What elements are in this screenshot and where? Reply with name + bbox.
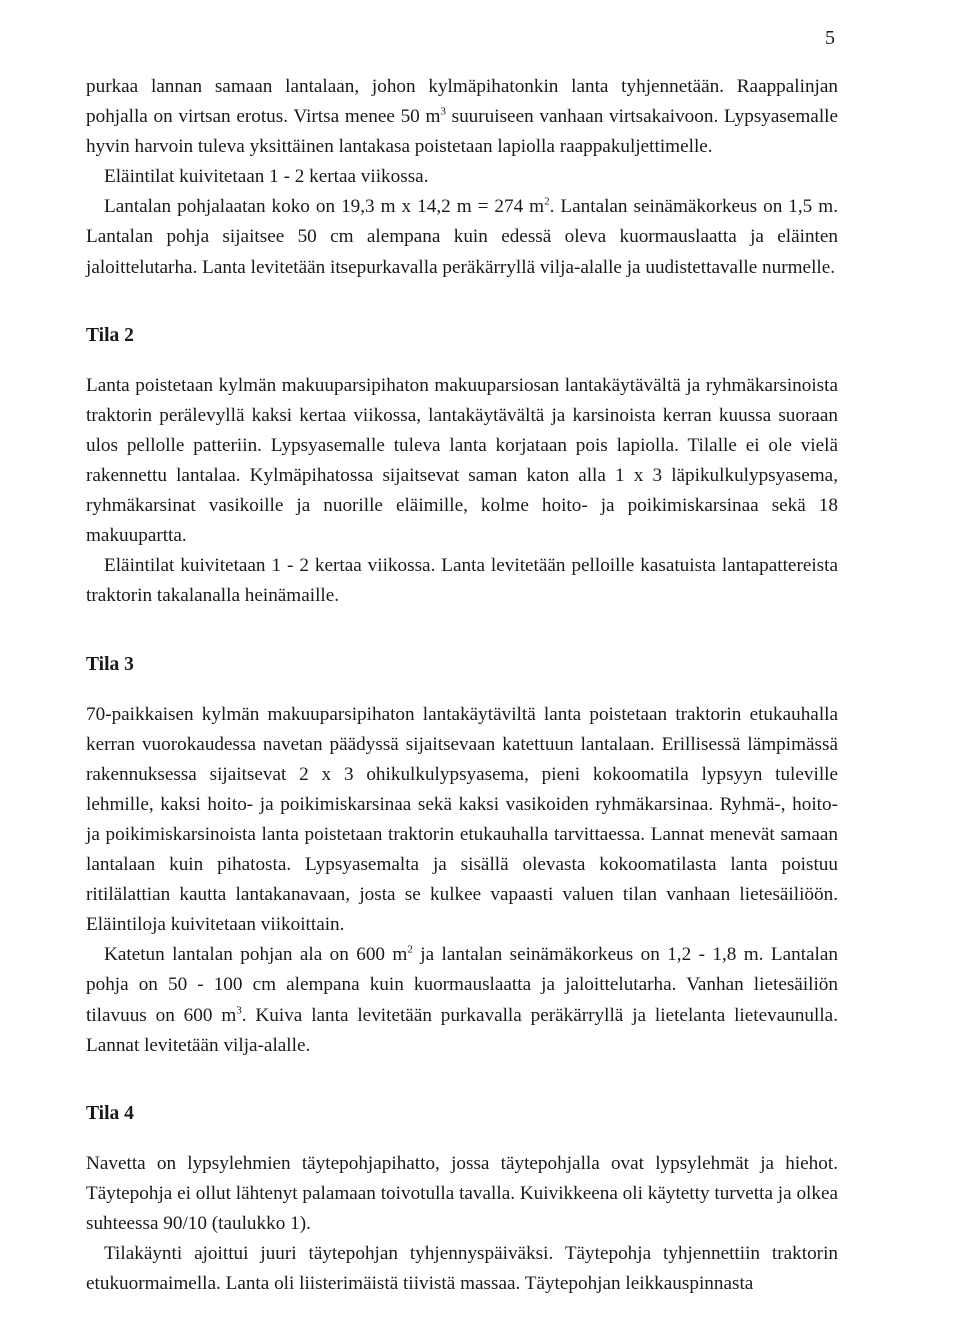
page-content xyxy=(86,72,838,1299)
intro-section xyxy=(86,72,838,283)
intro-paragraph-2: Eläintilat kuivitetaan 1 - 2 kertaa viikossa. xyxy=(104,166,429,188)
tila-4-section xyxy=(86,1099,838,1300)
tila-2-paragraph-1: Lanta poistetaan kylmän makuuparsipihaton makuuparsiosan lantakäytävältä ja ryhmäkarsinoista traktorin perälevyllä kaksi kertaa viikossa, lantakäytävältä ja karsinoista kerran kuussa suoraan ulos pellolle patteriin. Lypsyasemalle tuleva lanta korjataan pois lapiolla. Tilalle ei ole vielä rakennettu lantalaa. Kylmäpihatossa sijaitsevat saman katon alla 1 x 3 läpikulkulypsyasema, ryhmäkarsinat vasikoille ja nuorille eläimille, kolme hoito- ja poikimiskarsinaa sekä 18 makuupartta. xyxy=(86,374,838,547)
tila-4-heading: Tila 4 xyxy=(86,1102,134,1124)
page-number: 5 xyxy=(825,27,835,49)
tila-3-paragraph-2 xyxy=(86,940,838,1060)
intro-p3-text: Lantalan pohjalaatan koko on 19,3 m x 14,2 m = 274 m xyxy=(104,196,545,218)
intro-paragraph-3 xyxy=(86,192,838,282)
intro-p3-rest: . Lantalan seinämäkorkeus on 1,5 m. Lantalan pohja sijaitsee 50 cm alempana kuin edessä oleva kuormauslaatta ja eläinten jaloittelutarha. Lanta levitetään itsepurkavalla peräkärryllä vilja-alalle ja uudistettavalle nurmelle. xyxy=(86,196,838,278)
intro-p1-text: purkaa lannan samaan lantalaan, johon kylmäpihatonkin lanta tyhjennetään. Raappalinjan pohjalla on virtsan erotus. Virtsa menee 50 m xyxy=(86,76,838,128)
tila-3-heading: Tila 3 xyxy=(86,653,134,675)
tila-3-p2-text: Katetun lantalan pohjan ala on 600 m xyxy=(104,944,408,966)
tila-2-section xyxy=(86,321,838,612)
intro-paragraph-1 xyxy=(86,72,838,162)
tila-3-p2-rest: . Kuiva lanta levitetään purkavalla peräkärryllä ja lietelanta lietevaunulla. Lannat levitetään vilja-alalle. xyxy=(86,1004,838,1056)
superscript-square: 2 xyxy=(544,195,550,208)
tila-2-heading: Tila 2 xyxy=(86,324,134,346)
tila-3-section xyxy=(86,650,838,1061)
tila-4-paragraph-1: Navetta on lypsylehmien täytepohjapihatto, jossa täytepohjalla ovat lypsylehmät ja hiehot. Täytepohja ei ollut lähtenyt palamaan toivotulla tavalla. Kuivikkeena oli käytetty turvetta ja olkea suhteessa 90/10 (taulukko 1). xyxy=(86,1152,838,1234)
superscript-cubic-2: 3 xyxy=(236,1004,242,1017)
intro-p1-rest: suuruiseen vanhaan virtsakaivoon. Lypsyasemalle hyvin harvoin tuleva yksittäinen lantakasa poistetaan lapiolla raappakuljettimelle. xyxy=(86,106,838,158)
tila-3-paragraph-1: 70-paikkaisen kylmän makuuparsipihaton lantakäytäviltä lanta poistetaan traktorin etukauhalla kerran vuorokaudessa navetan päädyssä sijaitsevaan katettuun lantalaan. Erillisessä lämpimässä rakennuksessa sijaitsevat 2 x 3 ohikulkulypsyasema, pieni kokoomatila lypsyyn tuleville lehmille, kaksi hoito- ja poikimiskarsinaa sekä kaksi vasikoiden ryhmäkarsinaa. Ryhmä-, hoito- ja poikimiskarsinoista lanta poistetaan traktorin etukauhalla tarvittaessa. Lannat menevät samaan lantalaan kuin pihatosta. Lypsyasemalta ja sisällä olevasta kokoomatilasta lanta poistuu ritilälattian kautta lantakanavaan, josta se kulkee vapaasti valuen tilan vanhaan lietesäiliöön. Eläintiloja kuivitetaan viikoittain. xyxy=(86,703,838,936)
superscript-cubic: 3 xyxy=(440,105,446,118)
tila-3-p2-mid: ja lantalan seinämäkorkeus on 1,2 - 1,8 m. Lantalan pohja on 50 - 100 cm alempana kuin kuormauslaatta ja jaloittelutarha. Vanhan lietesäiliön tilavuus on 600 m xyxy=(86,944,839,1026)
tila-2-paragraph-2: Eläintilat kuivitetaan 1 - 2 kertaa viikossa. Lanta levitetään pelloille kasatuista lantapattereista traktorin takalanalla heinämaille. xyxy=(86,555,838,607)
tila-4-paragraph-2: Tilakäynti ajoittui juuri täytepohjan tyhjennyspäiväksi. Täytepohja tyhjennettiin traktorin etukuormaimella. Lanta oli liisterimäistä tiivistä massaa. Täytepohjan leikkauspinnasta xyxy=(86,1243,838,1295)
superscript-square-2: 2 xyxy=(407,943,413,956)
